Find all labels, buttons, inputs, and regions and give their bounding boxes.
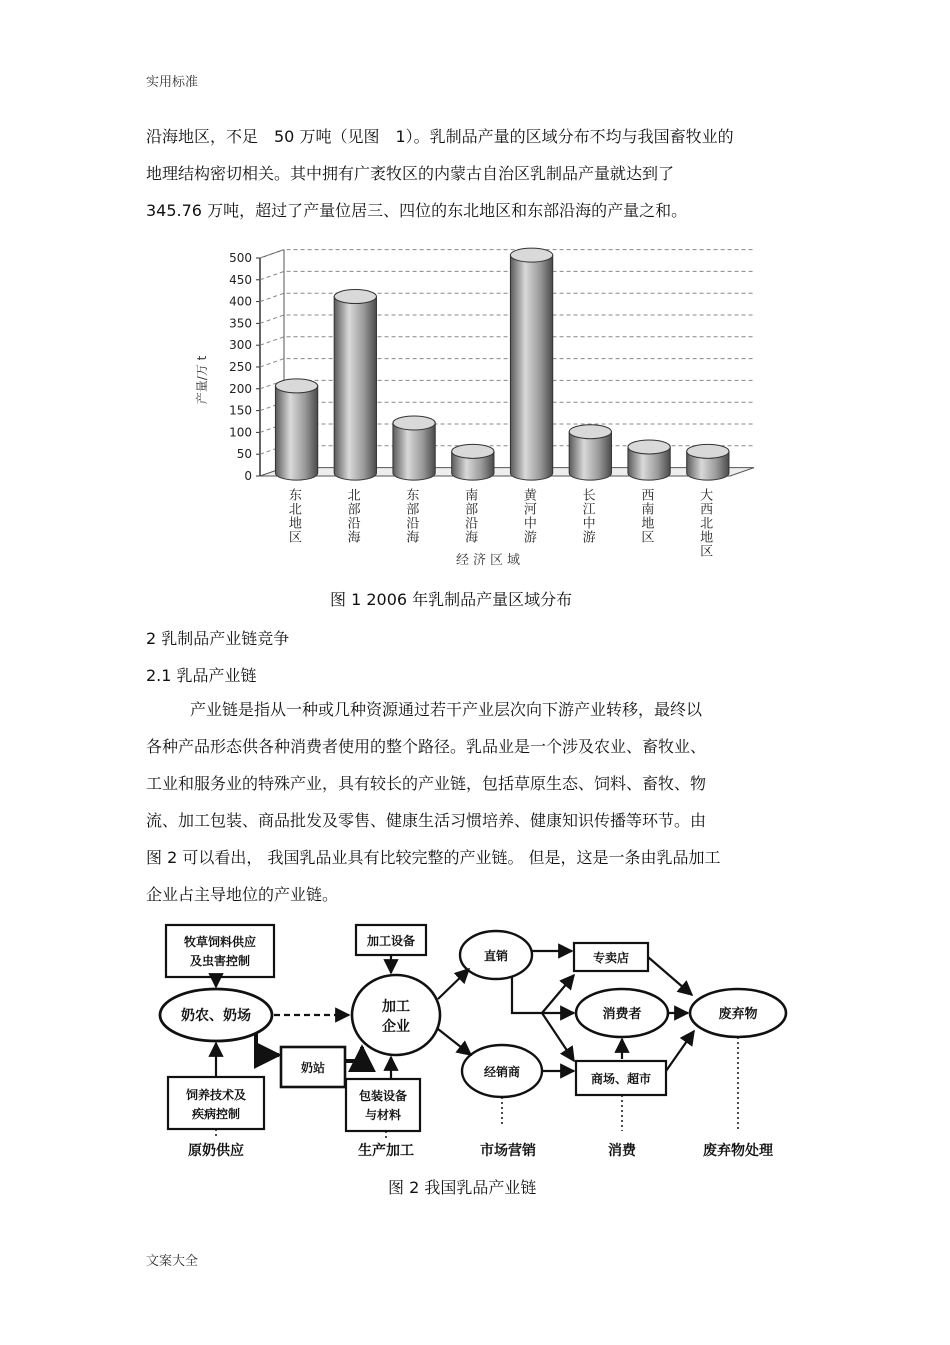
stage-label: 废弃物处理: [703, 1143, 773, 1159]
x-axis-label: 经济区域: [455, 553, 525, 568]
chart-x-ticks: [286, 487, 713, 558]
consumer-label: 消费者: [602, 1007, 642, 1022]
y-tick-label: 350: [229, 316, 252, 331]
direct-sale-label: 直销: [483, 949, 509, 963]
bar: [510, 248, 552, 480]
x-tick-label: 东部沿海: [403, 488, 419, 544]
figure-2-caption: 图 2 我国乳品产业链: [388, 1178, 537, 1197]
processing-equipment-label: 加工设备: [366, 934, 416, 948]
packaging-label-2: 与材料: [364, 1108, 402, 1122]
feed-label-1: 牧草饲料供应: [183, 935, 257, 949]
y-tick-label: 250: [229, 360, 252, 374]
page-header: 实用标准: [146, 75, 199, 90]
bar-body: [510, 255, 552, 480]
breeding-label-1: 饲养技术及: [185, 1088, 247, 1102]
figure-1-chart: [190, 240, 770, 570]
y-tick-label: 150: [229, 403, 252, 418]
x-tick-label: 南部沿海: [462, 488, 478, 544]
y-tick-label: 50: [236, 447, 252, 462]
mall-label: 商场、超市: [590, 1072, 652, 1086]
stage-label: 原奶供应: [188, 1143, 244, 1159]
intro-line: 345.76 万吨，超过了产量位居三、四位的东北地区和东部沿海的产量之和。: [146, 201, 688, 220]
bar: [452, 444, 494, 480]
company-node: [352, 975, 440, 1055]
body-line: 产业链是指从一种或几种资源通过若干产业层次向下游产业转移，最终以: [190, 700, 703, 719]
x-tick-label: 大西北地区: [697, 488, 713, 558]
bar-body: [275, 386, 317, 480]
bar-body: [393, 423, 435, 480]
waste-label: 废弃物: [718, 1007, 758, 1022]
bar-top: [510, 248, 552, 262]
bar-top: [569, 425, 611, 439]
breeding-label-2: 疾病控制: [191, 1107, 241, 1121]
x-tick-label: 北部沿海: [344, 488, 360, 544]
station-label: 奶站: [300, 1061, 326, 1075]
company-label-1: 加工: [382, 999, 410, 1015]
y-axis-label: 产量/万 t: [195, 355, 209, 405]
bar-top: [334, 290, 376, 304]
y-tick-label: 500: [229, 251, 252, 265]
body-line: 图 2 可以看出， 我国乳品业具有比较完整的产业链。 但是，这是一条由乳品加工: [146, 848, 721, 867]
x-tick-label: 西南地区: [638, 488, 654, 544]
stage-label: 生产加工: [358, 1143, 414, 1159]
farm-label: 奶农、奶场: [181, 1008, 251, 1024]
bar: [393, 416, 435, 480]
feed-box: [166, 925, 274, 977]
packaging-label-1: 包装设备: [358, 1089, 408, 1103]
bar-top: [687, 444, 729, 458]
y-tick-label: 450: [229, 272, 252, 287]
bar-top: [393, 416, 435, 430]
y-tick-label: 100: [229, 425, 252, 440]
chart-y-ticks: [229, 251, 260, 483]
y-tick-label: 400: [229, 294, 252, 309]
distributor-label: 经销商: [483, 1065, 521, 1079]
bar-top: [275, 379, 317, 393]
breeding-box: [168, 1077, 264, 1129]
grid-line: [260, 250, 754, 258]
x-tick-label: 长江中游: [579, 488, 595, 544]
x-tick-label: 黄河中游: [520, 488, 536, 544]
bar: [275, 379, 317, 480]
body-line: 企业占主导地位的产业链。: [146, 885, 339, 904]
section-2-heading: 2 乳制品产业链竞争: [146, 629, 290, 648]
bar: [569, 425, 611, 480]
bar-top: [452, 444, 494, 458]
specialty-store-label: 专卖店: [592, 951, 630, 965]
stage-label: 市场营销: [480, 1143, 536, 1159]
bar: [334, 290, 376, 481]
section-2-1-heading: 2.1 乳品产业链: [146, 666, 257, 685]
intro-line: 地理结构密切相关。其中拥有广袤牧区的内蒙古自治区乳制品产量就达到了: [146, 164, 675, 183]
y-tick-label: 0: [244, 469, 252, 483]
page-footer: 文案大全: [146, 1254, 199, 1269]
body-line: 工业和服务业的特殊产业，具有较长的产业链，包括草原生态、饲料、畜牧、物: [146, 774, 707, 793]
body-line: 流、加工包装、商品批发及零售、健康生活习惯培养、健康知识传播等环节。由: [146, 811, 707, 830]
y-tick-label: 300: [229, 338, 252, 353]
intro-line: 沿海地区，不足 50 万吨（见图 1）。乳制品产量的区域分布不均与我国畜牧业的: [146, 127, 734, 146]
company-label-2: 企业: [382, 1019, 410, 1035]
grid-line: [260, 271, 754, 279]
bar-body: [334, 297, 376, 481]
chart-bars: [275, 248, 729, 480]
figure-2-diagram: [146, 915, 806, 1165]
stage-label: 消费: [608, 1143, 636, 1159]
y-tick-label: 200: [229, 381, 252, 396]
body-line: 各种产品形态供各种消费者使用的整个路径。乳品业是一个涉及农业、畜牧业、: [146, 737, 707, 756]
packaging-box: [346, 1079, 420, 1131]
x-tick-label: 东北地区: [285, 488, 301, 544]
bar: [687, 444, 729, 480]
bar-top: [628, 440, 670, 454]
bar: [628, 440, 670, 480]
figure-1-caption: 图 1 2006 年乳制品产量区域分布: [330, 590, 573, 609]
feed-label-2: 及虫害控制: [189, 954, 251, 968]
